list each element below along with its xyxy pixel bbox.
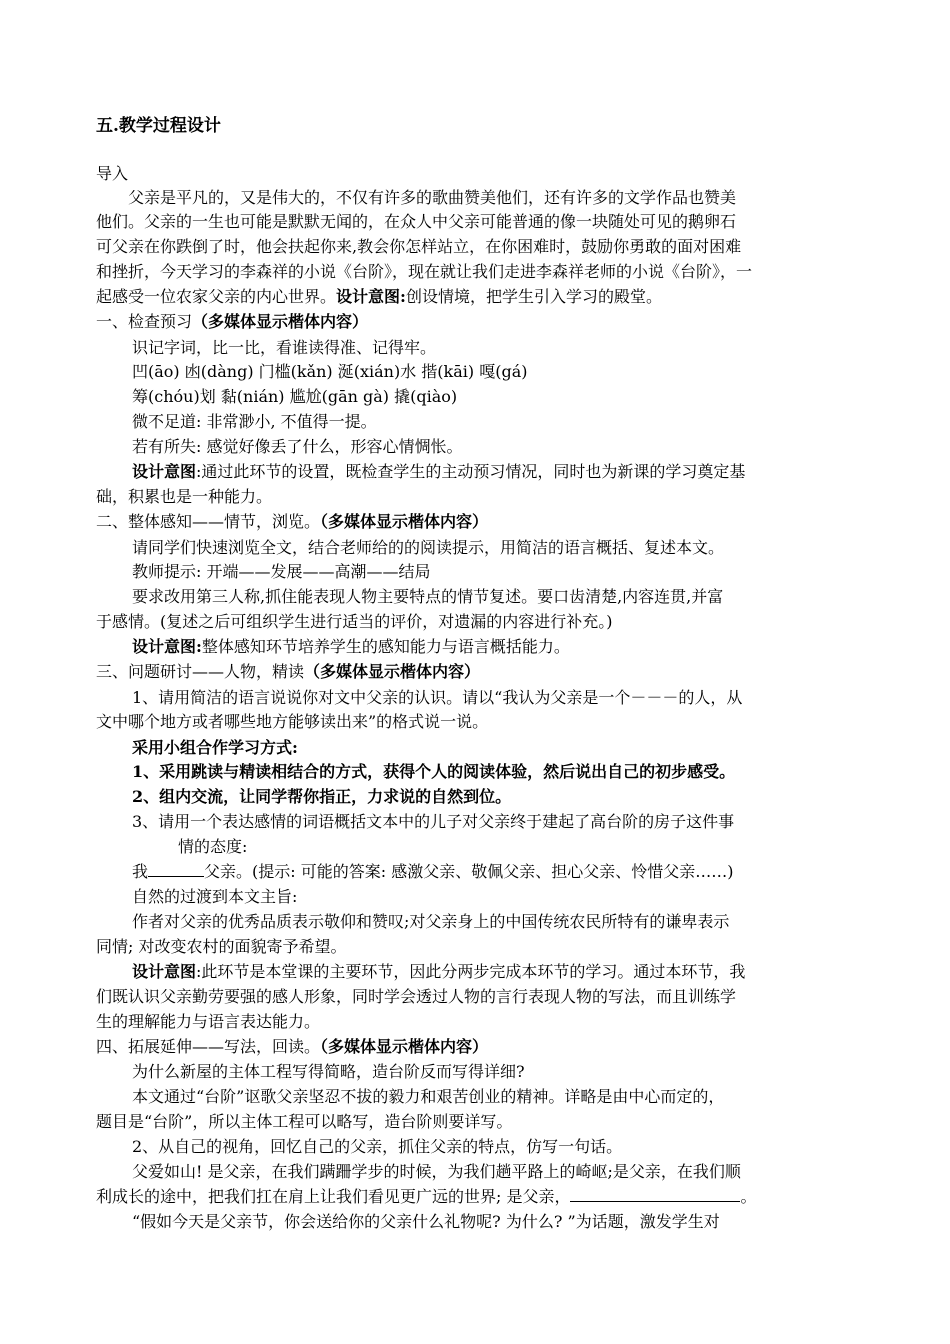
part4-line-6: 利成长的途中，把我们扛在肩上让我们看见更广远的世界; 是父亲， 。 [96, 1187, 757, 1206]
part4-line-4: 2、从自己的视角，回忆自己的父亲，抓住父亲的特点，仿写一句话。 [132, 1137, 623, 1156]
part3-line-5: 我 父亲。(提示: 可能的答案: 感激父亲、敬佩父亲、担心父亲、怜惜父亲……) [132, 862, 734, 881]
part2-design: 设计意图:整体感知环节培养学生的感知能力与语言概括能力。 [132, 637, 570, 656]
part1-heading: 一、检查预习（多媒体显示楷体内容） [96, 312, 369, 331]
section-title: 五.教学过程设计 [96, 116, 221, 136]
part2-line-2: 教师提示: 开端——发展——高潮——结局 [132, 562, 431, 581]
part1-design-cont: 础，积累也是一种能力。 [96, 487, 273, 506]
intro-line-4: 和挫折，今天学习的李森祥的小说《台阶》，现在就让我们走进李森祥老师的小说《台阶》，一 [96, 262, 753, 281]
part3-line-6: 自然的过渡到本文主旨: [132, 887, 298, 906]
fill-blank [148, 862, 204, 877]
part3-design-cont-1: 们既认识父亲勤劳要强的感人形象，同时学会透过人物的言行表现人物的写法，而且训练学 [96, 987, 737, 1006]
part1-line-2: 凹(āo) 凼(dàng) 门槛(kǎn) 涎(xián)水 揩(kāi) 嘎(gá) [132, 362, 528, 381]
part3-line-2: 文中哪个地方或者哪些地方能够读出来”的格式说一说。 [96, 712, 489, 731]
part3-line-4: 情的态度: [178, 837, 248, 856]
part4-line-7: “假如今天是父亲节，你会送给你的父亲什么礼物呢? 为什么? ”为话题，激发学生对 [132, 1212, 720, 1231]
part3-design-cont-2: 生的理解能力与语言表达能力。 [96, 1012, 321, 1031]
part3-line-8: 同情; 对改变农村的面貌寄予希望。 [96, 937, 347, 956]
part4-line-2: 本文通过“台阶”讴歌父亲坚忍不拔的毅力和艰苦创业的精神。详略是由中心而定的， [132, 1087, 725, 1106]
part2-line-1: 请同学们快速浏览全文，结合老师给的的阅读提示，用简洁的语言概括、复述本文。 [132, 538, 725, 557]
part1-line-5: 若有所失: 感觉好像丢了什么，形容心情惆怅。 [132, 437, 463, 456]
part3-group-heading: 采用小组合作学习方式: [132, 738, 298, 757]
part4-line-5: 父爱如山! 是父亲，在我们蹒跚学步的时候，为我们趟平路上的崎岖;是父亲，在我们顺 [132, 1162, 741, 1181]
part3-line-1: 1、请用简洁的语言说说你对文中父亲的认识。请以“我认为父亲是一个－－－的人，从 [132, 688, 743, 707]
part3-line-7: 作者对父亲的优秀品质表示敬仰和赞叹;对父亲身上的中国传统农民所特有的谦卑表示 [132, 912, 730, 931]
intro-design-label: 设计意图: [336, 287, 406, 306]
part1-line-3: 筹(chóu)划 黏(nián) 尴尬(gān gà) 撬(qiào) [132, 387, 458, 406]
part4-heading: 四、拓展延伸——写法，回读。（多媒体显示楷体内容） [96, 1037, 489, 1056]
intro-line-1: 父亲是平凡的，又是伟大的，不仅有许多的歌曲赞美他们，还有许多的文学作品也赞美 [128, 188, 737, 207]
part3-group-step-1: 1、采用跳读与精读相结合的方式，获得个人的阅读体验，然后说出自己的初步感受。 [132, 762, 736, 781]
intro-line-3: 可父亲在你跌倒了时，他会扶起你来,教会你怎样站立，在你困难时，鼓励你勇敢的面对困难 [96, 237, 742, 256]
part3-group-step-2: 2、组内交流，让同学帮你指正，力求说的自然到位。 [132, 787, 512, 806]
part1-line-4: 微不足道: 非常渺小, 不值得一提。 [132, 412, 377, 431]
intro-last-text: 起感受一位农家父亲的内心世界。 [96, 287, 337, 306]
intro-design-text: 创设情境，把学生引入学习的殿堂。 [405, 287, 662, 306]
part3-design: 设计意图:此环节是本堂课的主要环节，因此分两步完成本环节的学习。通过本环节，我 [132, 962, 746, 981]
intro-heading: 导入 [96, 164, 129, 183]
part1-line-1: 识记字词，比一比，看谁读得准、记得牢。 [132, 338, 437, 357]
part2-line-4: 于感情。(复述之后可组织学生进行适当的评价，对遗漏的内容进行补充。) [96, 612, 613, 631]
intro-line-5 [96, 287, 662, 307]
part3-heading: 三、问题研讨——人物，精读（多媒体显示楷体内容） [96, 662, 481, 681]
part2-heading: 二、整体感知——情节，浏览。（多媒体显示楷体内容） [96, 512, 489, 531]
part4-line-3: 题目是“台阶”，所以主体工程可以略写，造台阶则要详写。 [96, 1112, 513, 1131]
part2-line-3: 要求改用第三人称,抓住能表现人物主要特点的情节复述。要口齿清楚,内容连贯,并富 [132, 587, 724, 606]
fill-blank [570, 1187, 740, 1202]
part3-line-3: 3、请用一个表达感情的词语概括文本中的儿子对父亲终于建起了高台阶的房子这件事 [132, 812, 735, 831]
intro-line-2: 他们。父亲的一生也可能是默默无闻的，在众人中父亲可能普通的像一块随处可见的鹅卵石 [96, 212, 737, 231]
part1-design: 设计意图:通过此环节的设置，既检查学生的主动预习情况，同时也为新课的学习奠定基 [132, 462, 746, 481]
part4-line-1: 为什么新屋的主体工程写得简略，造台阶反而写得详细? [132, 1062, 525, 1081]
